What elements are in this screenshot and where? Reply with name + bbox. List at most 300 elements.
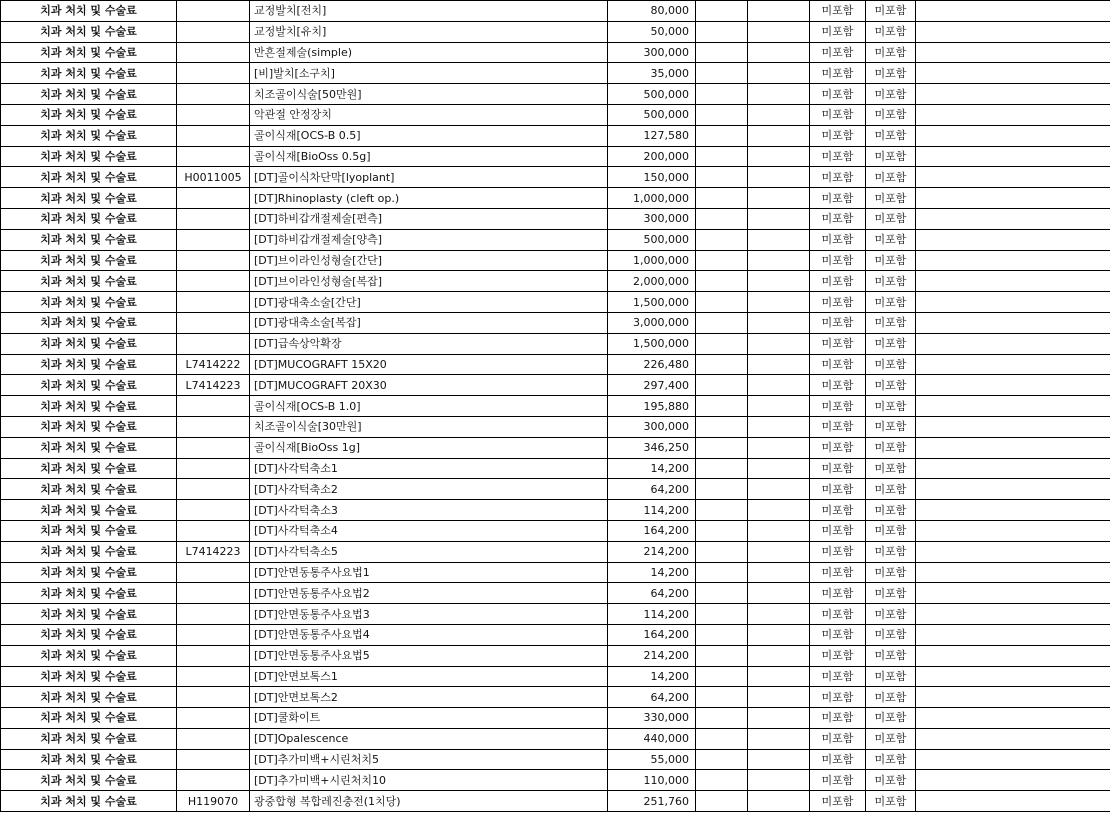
empty-cell xyxy=(748,687,810,708)
empty-cell xyxy=(916,479,1110,500)
code-cell xyxy=(177,583,250,604)
table-row xyxy=(1,541,1110,562)
coverage-cell-1: 미포함 xyxy=(810,687,866,708)
table-row xyxy=(1,458,1110,479)
price-cell: 330,000 xyxy=(608,708,696,729)
code-cell xyxy=(177,687,250,708)
code-cell xyxy=(177,63,250,84)
empty-cell xyxy=(748,250,810,271)
item-name-cell: [DT]사각턱축소2 xyxy=(250,479,608,500)
coverage-cell-1: 미포함 xyxy=(810,104,866,125)
coverage-cell-2: 미포함 xyxy=(866,354,916,375)
price-cell: 114,200 xyxy=(608,604,696,625)
table-row xyxy=(1,624,1110,645)
table-row xyxy=(1,604,1110,625)
category-cell: 치과 처치 및 수술료 xyxy=(1,125,177,146)
category-cell: 치과 처치 및 수술료 xyxy=(1,167,177,188)
table-row xyxy=(1,645,1110,666)
code-cell xyxy=(177,125,250,146)
empty-cell xyxy=(748,167,810,188)
empty-cell xyxy=(748,229,810,250)
category-cell: 치과 처치 및 수술료 xyxy=(1,458,177,479)
empty-cell xyxy=(696,749,748,770)
category-cell: 치과 처치 및 수술료 xyxy=(1,708,177,729)
coverage-cell-1: 미포함 xyxy=(810,63,866,84)
coverage-cell-2: 미포함 xyxy=(866,437,916,458)
price-cell: 2,000,000 xyxy=(608,271,696,292)
coverage-cell-1: 미포함 xyxy=(810,208,866,229)
empty-cell xyxy=(916,728,1110,749)
category-cell: 치과 처치 및 수술료 xyxy=(1,146,177,167)
empty-cell xyxy=(916,375,1110,396)
empty-cell xyxy=(916,250,1110,271)
coverage-cell-1: 미포함 xyxy=(810,458,866,479)
category-cell: 치과 처치 및 수술료 xyxy=(1,624,177,645)
item-name-cell: [DT]MUCOGRAFT 15X20 xyxy=(250,354,608,375)
price-cell: 64,200 xyxy=(608,583,696,604)
price-cell: 110,000 xyxy=(608,770,696,791)
table-row xyxy=(1,188,1110,209)
code-cell xyxy=(177,271,250,292)
item-name-cell: 골이식재[BioOss 0.5g] xyxy=(250,146,608,167)
code-cell xyxy=(177,437,250,458)
empty-cell xyxy=(916,708,1110,729)
empty-cell xyxy=(696,583,748,604)
item-name-cell: 치조골이식술[30만원] xyxy=(250,416,608,437)
item-name-cell: [DT]하비갑개절제술[편측] xyxy=(250,208,608,229)
coverage-cell-2: 미포함 xyxy=(866,791,916,812)
code-cell: L7414222 xyxy=(177,354,250,375)
price-cell: 500,000 xyxy=(608,104,696,125)
price-cell: 195,880 xyxy=(608,396,696,417)
empty-cell xyxy=(748,375,810,396)
empty-cell xyxy=(748,604,810,625)
category-cell: 치과 처치 및 수술료 xyxy=(1,416,177,437)
coverage-cell-1: 미포함 xyxy=(810,624,866,645)
empty-cell xyxy=(696,167,748,188)
empty-cell xyxy=(696,687,748,708)
table-row xyxy=(1,333,1110,354)
category-cell: 치과 처치 및 수술료 xyxy=(1,728,177,749)
item-name-cell: 반흔절제술(simple) xyxy=(250,42,608,63)
empty-cell xyxy=(916,604,1110,625)
empty-cell xyxy=(696,791,748,812)
price-cell: 14,200 xyxy=(608,666,696,687)
table-row xyxy=(1,146,1110,167)
coverage-cell-2: 미포함 xyxy=(866,479,916,500)
price-cell: 35,000 xyxy=(608,63,696,84)
empty-cell xyxy=(916,666,1110,687)
coverage-cell-2: 미포함 xyxy=(866,728,916,749)
category-cell: 치과 처치 및 수술료 xyxy=(1,396,177,417)
empty-cell xyxy=(916,292,1110,313)
code-cell xyxy=(177,500,250,521)
table-row xyxy=(1,500,1110,521)
empty-cell xyxy=(696,104,748,125)
code-cell xyxy=(177,21,250,42)
price-cell: 64,200 xyxy=(608,479,696,500)
table-row xyxy=(1,84,1110,105)
coverage-cell-1: 미포함 xyxy=(810,229,866,250)
coverage-cell-2: 미포함 xyxy=(866,125,916,146)
empty-cell xyxy=(748,271,810,292)
category-cell: 치과 처치 및 수술료 xyxy=(1,21,177,42)
coverage-cell-2: 미포함 xyxy=(866,229,916,250)
coverage-cell-1: 미포함 xyxy=(810,396,866,417)
category-cell: 치과 처치 및 수술료 xyxy=(1,541,177,562)
item-name-cell: [DT]안면동통주사요법4 xyxy=(250,624,608,645)
empty-cell xyxy=(916,333,1110,354)
table-row xyxy=(1,42,1110,63)
price-cell: 300,000 xyxy=(608,416,696,437)
empty-cell xyxy=(696,479,748,500)
empty-cell xyxy=(696,645,748,666)
empty-cell xyxy=(696,770,748,791)
empty-cell xyxy=(916,354,1110,375)
item-name-cell: [DT]안면동통주사요법2 xyxy=(250,583,608,604)
empty-cell xyxy=(748,645,810,666)
code-cell: H0011005 xyxy=(177,167,250,188)
category-cell: 치과 처치 및 수술료 xyxy=(1,42,177,63)
item-name-cell: [DT]안면동통주사요법3 xyxy=(250,604,608,625)
coverage-cell-2: 미포함 xyxy=(866,500,916,521)
coverage-cell-2: 미포함 xyxy=(866,396,916,417)
table-row xyxy=(1,104,1110,125)
code-cell xyxy=(177,229,250,250)
table-row xyxy=(1,583,1110,604)
item-name-cell: 악관절 안정장치 xyxy=(250,104,608,125)
item-name-cell: [DT]추가미백+시린처치10 xyxy=(250,770,608,791)
coverage-cell-2: 미포함 xyxy=(866,687,916,708)
empty-cell xyxy=(696,437,748,458)
coverage-cell-1: 미포함 xyxy=(810,167,866,188)
coverage-cell-1: 미포함 xyxy=(810,583,866,604)
coverage-cell-2: 미포함 xyxy=(866,749,916,770)
coverage-cell-2: 미포함 xyxy=(866,250,916,271)
empty-cell xyxy=(916,416,1110,437)
coverage-cell-1: 미포함 xyxy=(810,333,866,354)
category-cell: 치과 처치 및 수술료 xyxy=(1,645,177,666)
price-cell: 14,200 xyxy=(608,562,696,583)
coverage-cell-2: 미포함 xyxy=(866,624,916,645)
empty-cell xyxy=(916,687,1110,708)
price-cell: 297,400 xyxy=(608,375,696,396)
category-cell: 치과 처치 및 수술료 xyxy=(1,749,177,770)
price-cell: 226,480 xyxy=(608,354,696,375)
empty-cell xyxy=(916,1,1110,22)
item-name-cell: [DT]광대축소술[복잡] xyxy=(250,312,608,333)
empty-cell xyxy=(696,562,748,583)
empty-cell xyxy=(916,84,1110,105)
item-name-cell: [DT]사각턱축소4 xyxy=(250,520,608,541)
coverage-cell-1: 미포함 xyxy=(810,42,866,63)
item-name-cell: [DT]골이식차단막[lyoplant] xyxy=(250,167,608,188)
category-cell: 치과 처치 및 수술료 xyxy=(1,666,177,687)
coverage-cell-1: 미포함 xyxy=(810,708,866,729)
empty-cell xyxy=(916,624,1110,645)
item-name-cell: [DT]사각턱축소3 xyxy=(250,500,608,521)
empty-cell xyxy=(696,458,748,479)
category-cell: 치과 처치 및 수술료 xyxy=(1,333,177,354)
category-cell: 치과 처치 및 수술료 xyxy=(1,791,177,812)
category-cell: 치과 처치 및 수술료 xyxy=(1,1,177,22)
empty-cell xyxy=(916,63,1110,84)
coverage-cell-1: 미포함 xyxy=(810,666,866,687)
price-cell: 251,760 xyxy=(608,791,696,812)
table-row xyxy=(1,229,1110,250)
code-cell xyxy=(177,396,250,417)
empty-cell xyxy=(748,458,810,479)
empty-cell xyxy=(748,208,810,229)
category-cell: 치과 처치 및 수술료 xyxy=(1,229,177,250)
coverage-cell-2: 미포함 xyxy=(866,1,916,22)
empty-cell xyxy=(916,271,1110,292)
empty-cell xyxy=(916,645,1110,666)
item-name-cell: 치조골이식술[50만원] xyxy=(250,84,608,105)
code-cell xyxy=(177,645,250,666)
item-name-cell: [비]발치[소구치] xyxy=(250,63,608,84)
table-row xyxy=(1,666,1110,687)
item-name-cell: [DT]쿨화이트 xyxy=(250,708,608,729)
category-cell: 치과 처치 및 수술료 xyxy=(1,375,177,396)
empty-cell xyxy=(748,500,810,521)
price-cell: 127,580 xyxy=(608,125,696,146)
empty-cell xyxy=(916,562,1110,583)
table-row xyxy=(1,375,1110,396)
coverage-cell-2: 미포함 xyxy=(866,562,916,583)
category-cell: 치과 처치 및 수술료 xyxy=(1,63,177,84)
empty-cell xyxy=(696,188,748,209)
empty-cell xyxy=(696,84,748,105)
coverage-cell-1: 미포함 xyxy=(810,728,866,749)
price-cell: 3,000,000 xyxy=(608,312,696,333)
coverage-cell-2: 미포함 xyxy=(866,520,916,541)
coverage-cell-1: 미포함 xyxy=(810,520,866,541)
code-cell xyxy=(177,1,250,22)
table-row xyxy=(1,708,1110,729)
coverage-cell-2: 미포함 xyxy=(866,104,916,125)
coverage-cell-2: 미포함 xyxy=(866,21,916,42)
price-cell: 80,000 xyxy=(608,1,696,22)
table-row xyxy=(1,437,1110,458)
coverage-cell-2: 미포함 xyxy=(866,312,916,333)
category-cell: 치과 처치 및 수술료 xyxy=(1,562,177,583)
empty-cell xyxy=(748,541,810,562)
table-row xyxy=(1,728,1110,749)
coverage-cell-2: 미포함 xyxy=(866,208,916,229)
table-row xyxy=(1,749,1110,770)
price-cell: 114,200 xyxy=(608,500,696,521)
price-cell: 440,000 xyxy=(608,728,696,749)
coverage-cell-1: 미포함 xyxy=(810,292,866,313)
category-cell: 치과 처치 및 수술료 xyxy=(1,583,177,604)
code-cell: L7414223 xyxy=(177,375,250,396)
empty-cell xyxy=(748,562,810,583)
empty-cell xyxy=(916,500,1110,521)
coverage-cell-1: 미포함 xyxy=(810,749,866,770)
empty-cell xyxy=(916,312,1110,333)
category-cell: 치과 처치 및 수술료 xyxy=(1,188,177,209)
empty-cell xyxy=(916,208,1110,229)
table-row xyxy=(1,1,1110,22)
coverage-cell-2: 미포함 xyxy=(866,583,916,604)
coverage-cell-2: 미포함 xyxy=(866,188,916,209)
code-cell xyxy=(177,312,250,333)
coverage-cell-1: 미포함 xyxy=(810,1,866,22)
empty-cell xyxy=(696,63,748,84)
empty-cell xyxy=(748,1,810,22)
table-row xyxy=(1,21,1110,42)
price-cell: 214,200 xyxy=(608,645,696,666)
coverage-cell-2: 미포함 xyxy=(866,42,916,63)
category-cell: 치과 처치 및 수술료 xyxy=(1,312,177,333)
item-name-cell: [DT]Rhinoplasty (cleft op.) xyxy=(250,188,608,209)
empty-cell xyxy=(696,396,748,417)
empty-cell xyxy=(748,312,810,333)
coverage-cell-1: 미포함 xyxy=(810,479,866,500)
code-cell xyxy=(177,42,250,63)
empty-cell xyxy=(916,396,1110,417)
price-cell: 150,000 xyxy=(608,167,696,188)
code-cell xyxy=(177,84,250,105)
price-cell: 500,000 xyxy=(608,229,696,250)
empty-cell xyxy=(696,541,748,562)
category-cell: 치과 처치 및 수술료 xyxy=(1,437,177,458)
table-row xyxy=(1,312,1110,333)
code-cell xyxy=(177,104,250,125)
empty-cell xyxy=(696,520,748,541)
category-cell: 치과 처치 및 수술료 xyxy=(1,104,177,125)
table-row xyxy=(1,416,1110,437)
item-name-cell: [DT]추가미백+시린처치5 xyxy=(250,749,608,770)
empty-cell xyxy=(748,666,810,687)
empty-cell xyxy=(748,416,810,437)
coverage-cell-2: 미포함 xyxy=(866,458,916,479)
coverage-cell-1: 미포함 xyxy=(810,250,866,271)
category-cell: 치과 처치 및 수술료 xyxy=(1,520,177,541)
empty-cell xyxy=(696,333,748,354)
empty-cell xyxy=(916,770,1110,791)
coverage-cell-2: 미포함 xyxy=(866,146,916,167)
category-cell: 치과 처치 및 수술료 xyxy=(1,271,177,292)
item-name-cell: [DT]브이라인성형술[간단] xyxy=(250,250,608,271)
code-cell xyxy=(177,728,250,749)
price-cell: 500,000 xyxy=(608,84,696,105)
empty-cell xyxy=(696,21,748,42)
empty-cell xyxy=(748,728,810,749)
coverage-cell-2: 미포함 xyxy=(866,63,916,84)
empty-cell xyxy=(748,437,810,458)
coverage-cell-1: 미포함 xyxy=(810,125,866,146)
table-row xyxy=(1,292,1110,313)
empty-cell xyxy=(696,292,748,313)
category-cell: 치과 처치 및 수술료 xyxy=(1,687,177,708)
coverage-cell-1: 미포함 xyxy=(810,645,866,666)
empty-cell xyxy=(916,188,1110,209)
code-cell xyxy=(177,333,250,354)
table-row xyxy=(1,167,1110,188)
code-cell xyxy=(177,749,250,770)
empty-cell xyxy=(916,541,1110,562)
empty-cell xyxy=(916,458,1110,479)
empty-cell xyxy=(916,437,1110,458)
price-cell: 214,200 xyxy=(608,541,696,562)
coverage-cell-2: 미포함 xyxy=(866,541,916,562)
price-cell: 1,500,000 xyxy=(608,333,696,354)
code-cell xyxy=(177,520,250,541)
empty-cell xyxy=(916,125,1110,146)
coverage-cell-2: 미포함 xyxy=(866,167,916,188)
table-row xyxy=(1,354,1110,375)
code-cell xyxy=(177,770,250,791)
empty-cell xyxy=(748,21,810,42)
table-row xyxy=(1,479,1110,500)
price-cell: 346,250 xyxy=(608,437,696,458)
coverage-cell-1: 미포함 xyxy=(810,562,866,583)
price-cell: 55,000 xyxy=(608,749,696,770)
empty-cell xyxy=(916,583,1110,604)
empty-cell xyxy=(748,479,810,500)
coverage-cell-2: 미포함 xyxy=(866,416,916,437)
table-row xyxy=(1,687,1110,708)
table-row xyxy=(1,520,1110,541)
table-row xyxy=(1,63,1110,84)
coverage-cell-1: 미포함 xyxy=(810,791,866,812)
item-name-cell: 교정발치[전치] xyxy=(250,1,608,22)
empty-cell xyxy=(748,749,810,770)
coverage-cell-2: 미포함 xyxy=(866,333,916,354)
empty-cell xyxy=(748,770,810,791)
item-name-cell: [DT]Opalescence xyxy=(250,728,608,749)
category-cell: 치과 처치 및 수술료 xyxy=(1,250,177,271)
price-cell: 300,000 xyxy=(608,42,696,63)
empty-cell xyxy=(916,791,1110,812)
empty-cell xyxy=(696,666,748,687)
code-cell: L7414223 xyxy=(177,541,250,562)
coverage-cell-2: 미포함 xyxy=(866,271,916,292)
empty-cell xyxy=(748,146,810,167)
item-name-cell: [DT]광대축소술[간단] xyxy=(250,292,608,313)
coverage-cell-1: 미포함 xyxy=(810,312,866,333)
item-name-cell: [DT]하비갑개절제술[양측] xyxy=(250,229,608,250)
table-row xyxy=(1,791,1110,812)
table-body xyxy=(1,1,1110,812)
price-cell: 300,000 xyxy=(608,208,696,229)
table-row xyxy=(1,562,1110,583)
empty-cell xyxy=(916,749,1110,770)
price-cell: 64,200 xyxy=(608,687,696,708)
code-cell xyxy=(177,666,250,687)
code-cell xyxy=(177,708,250,729)
coverage-cell-2: 미포함 xyxy=(866,84,916,105)
coverage-cell-2: 미포함 xyxy=(866,292,916,313)
code-cell xyxy=(177,146,250,167)
table-row xyxy=(1,271,1110,292)
empty-cell xyxy=(916,104,1110,125)
empty-cell xyxy=(748,396,810,417)
empty-cell xyxy=(696,354,748,375)
empty-cell xyxy=(696,250,748,271)
item-name-cell: 교정발치[유치] xyxy=(250,21,608,42)
category-cell: 치과 처치 및 수술료 xyxy=(1,479,177,500)
price-cell: 164,200 xyxy=(608,624,696,645)
empty-cell xyxy=(916,229,1110,250)
code-cell xyxy=(177,624,250,645)
item-name-cell: [DT]안면보톡스1 xyxy=(250,666,608,687)
price-cell: 200,000 xyxy=(608,146,696,167)
category-cell: 치과 처치 및 수술료 xyxy=(1,208,177,229)
item-name-cell: 광중합형 복합레진충전(1치당) xyxy=(250,791,608,812)
